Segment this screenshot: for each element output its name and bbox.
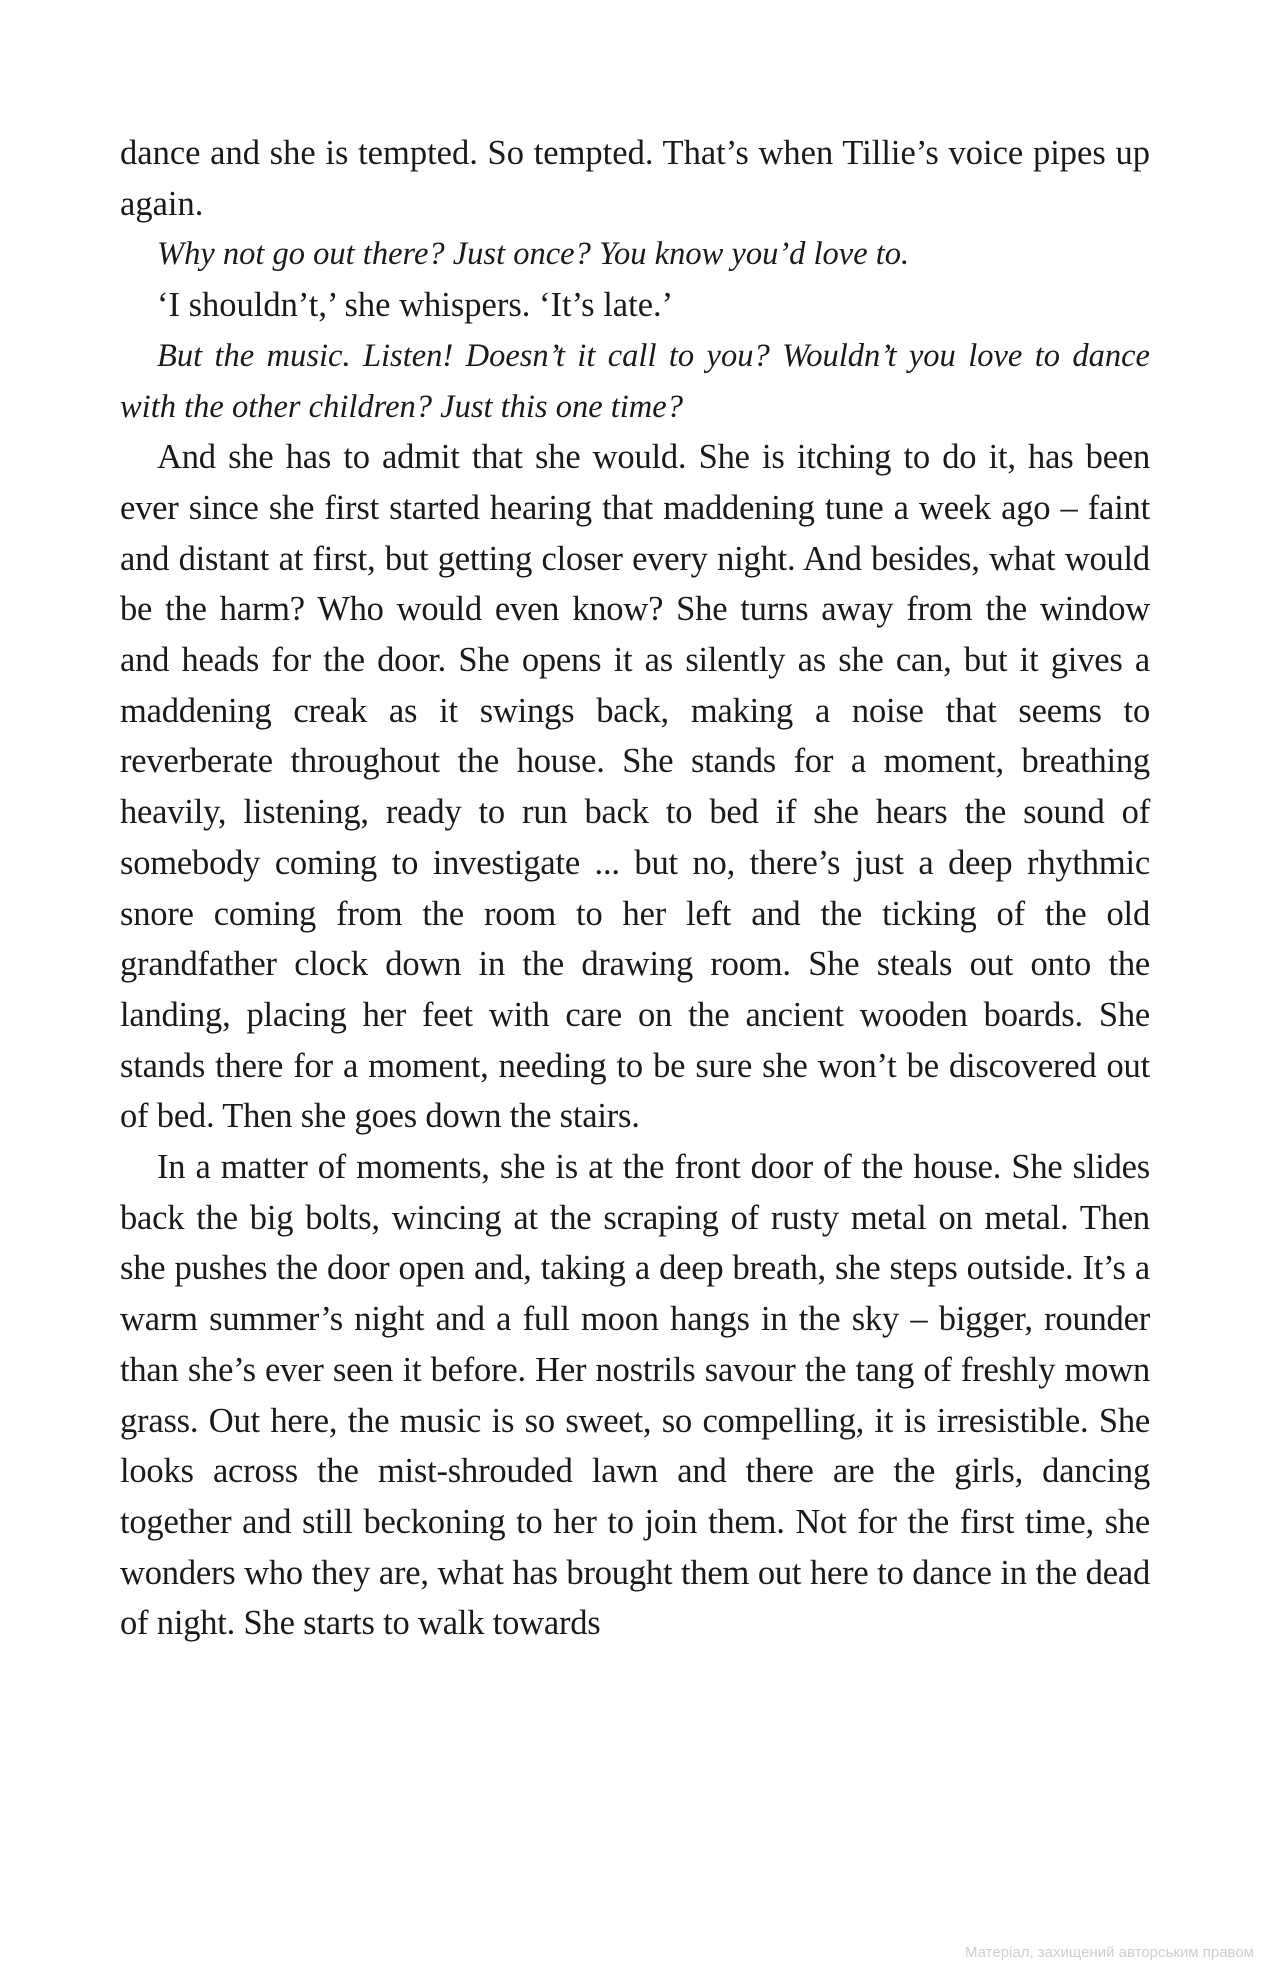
paragraph-continued: dance and she is tempted. So tempted. That’s when Tillie’s voice pipes up again. bbox=[120, 134, 1150, 223]
paragraph-dialogue: ‘I shouldn’t,’ she whispers. ‘It’s late.’ bbox=[157, 286, 674, 325]
paragraph-body-2: In a matter of moments, she is at the front door of the house. She slides back the big bolts, wincing at the scraping of rusty metal on metal. Then she pushes the door open and, taking a deep breath, she steps outside. It’s a warm summer’s night and a full moon hangs in the sky – bigger, rounder than she’s ever seen it before. Her nostrils savour the tang of freshly mown grass. Out here, the music is so sweet, so compelling, it is irresistible. She looks across the mist-shrouded lawn and there are the girls, dancing together and still beckoning to her to join them. Not for the first time, she wonders who they are, what has brought them out here to dance in the dead of night. She starts to walk towards bbox=[120, 1148, 1150, 1643]
paragraph-tillie-voice-2: But the music. Listen! Doesn’t it call to you? Wouldn’t you love to dance with the other children? Just this one time? bbox=[120, 337, 1150, 425]
paragraph-tillie-voice: Why not go out there? Just once? You know you’d love to. bbox=[157, 236, 910, 273]
book-page-text bbox=[120, 128, 1150, 1649]
paragraph-body-1: And she has to admit that she would. She is itching to do it, has been ever since she first started hearing that maddening tune a week ago – faint and distant at first, but getting closer every night. And besides, what would be the harm? Who would even know? She turns away from the window and heads for the door. She opens it as silently as she can, but it gives a maddening creak as it swings back, making a noise that seems to reverberate throughout the house. She stands for a moment, breathing heavily, listening, ready to run back to bed if she hears the sound of somebody coming to investigate ... but no, there’s just a deep rhythmic snore coming from the room to her left and the ticking of the old grandfather clock down in the drawing room. She steals out onto the landing, placing her feet with care on the ancient wooden boards. She stands there for a moment, needing to be sure she won’t be discovered out of bed. Then she goes down the stairs. bbox=[120, 438, 1150, 1136]
copyright-watermark: Матеріал, захищений авторським правом bbox=[964, 1944, 1254, 1961]
